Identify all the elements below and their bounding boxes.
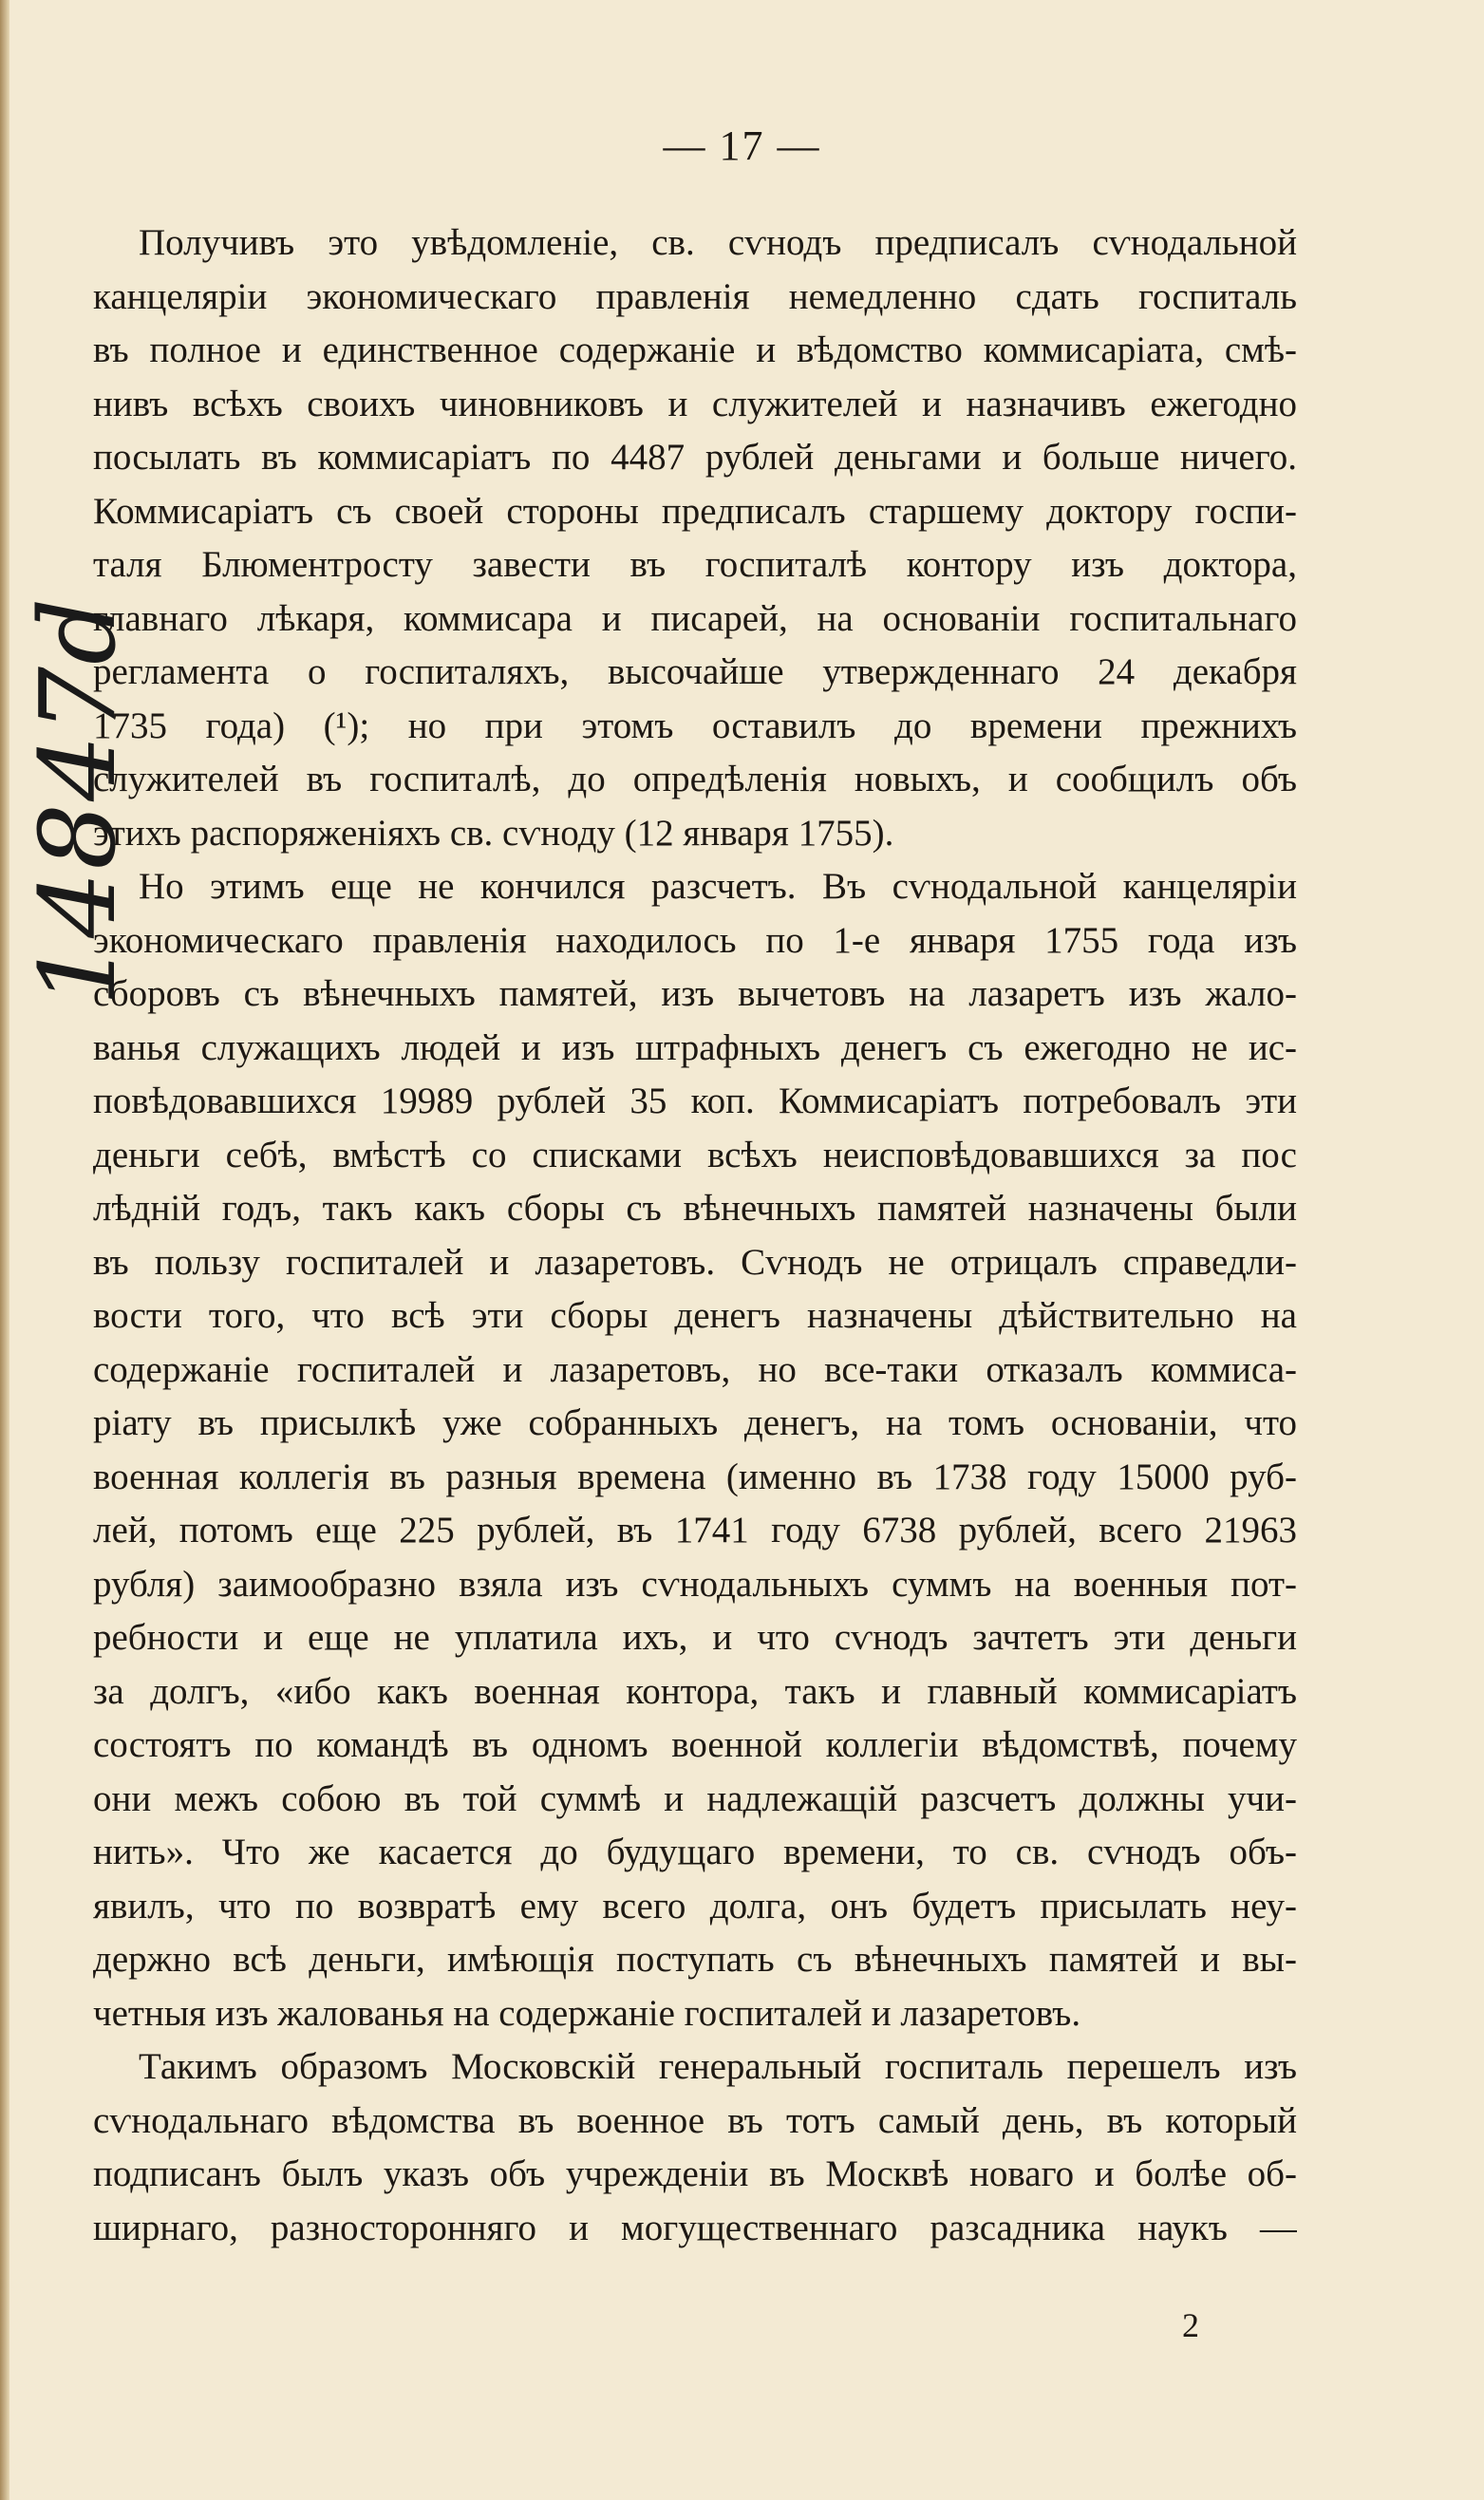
text-line: ріату въ присылкѣ уже собранныхъ денегъ, на томъ основаніи, что — [93, 1402, 1297, 1443]
text-line: содержаніе госпиталей и лазаретовъ, но все-таки отказалъ коммиса- — [93, 1348, 1297, 1390]
text-line: этихъ распоряженіяхъ св. сѵноду (12 января 1755). — [93, 812, 894, 854]
text-line: военная коллегія въ разныя времена (именно въ 1738 году 15000 руб- — [93, 1456, 1297, 1497]
text-line: четныя изъ жалованья на содержаніе госпиталей и лазаретовъ. — [93, 1992, 1081, 2034]
body-text — [93, 216, 1297, 2255]
text-line: главнаго лѣкаря, коммисара и писарей, на основаніи госпитальнаго — [93, 597, 1297, 639]
handwritten-margin-note: 14847d — [17, 595, 139, 1006]
text-line: ванья служащихъ людей и изъ штрафныхъ денегъ съ ежегодно не ис- — [93, 1026, 1297, 1068]
text-line: Такимъ образомъ Московскій генеральный госпиталь перешелъ изъ — [139, 2046, 1297, 2087]
text-line: лей, потомъ еще 225 рублей, въ 1741 году 6738 рублей, всего 21963 — [93, 1510, 1297, 1551]
text-line: сборовъ съ вѣнечныхъ памятей, изъ вычетовъ на лазаретъ изъ жало- — [93, 973, 1297, 1014]
text-line: деньги себѣ, вмѣстѣ со списками всѣхъ неисповѣдовавшихся за пос — [93, 1134, 1297, 1175]
text-line: повѣдовавшихся 19989 рублей 35 коп. Коммисаріатъ потребовалъ эти — [93, 1081, 1297, 1121]
text-line: явилъ, что по возвратѣ ему всего долга, онъ будетъ присылать неу- — [93, 1885, 1297, 1927]
text-line: вости того, что всѣ эти сборы денегъ назначены дѣйствительно на — [93, 1295, 1297, 1336]
paragraph-3 — [93, 2040, 1297, 2255]
text-line: лѣдній годъ, такъ какъ сборы съ вѣнечныхъ памятей назначены были — [93, 1188, 1297, 1229]
text-line: они межъ собою въ той суммѣ и надлежащій разсчетъ должны учи- — [93, 1777, 1297, 1819]
text-line: сѵнодальнаго вѣдомства въ военное въ тотъ самый день, въ который — [93, 2099, 1297, 2141]
paragraph-2 — [93, 860, 1297, 2040]
text-line: Но этимъ еще не кончился разсчетъ. Въ сѵнодальной канцеляріи — [139, 866, 1297, 907]
text-line: состоятъ по командѣ въ одномъ военной коллегіи вѣдомствѣ, почему — [93, 1724, 1297, 1765]
text-line: регламента о госпиталяхъ, высочайше утвержденнаго 24 декабря — [93, 651, 1297, 692]
text-line: подписанъ былъ указъ объ учрежденіи въ Москвѣ новаго и болѣе об- — [93, 2153, 1297, 2194]
text-line: Коммисаріатъ съ своей стороны предписалъ старшему доктору госпи- — [93, 490, 1297, 532]
text-line: нить». Что же касается до будущаго времени, то св. сѵнодъ объ- — [93, 1832, 1297, 1872]
text-line: держно всѣ деньги, имѣющія поступать съ вѣнечныхъ памятей и вы- — [93, 1939, 1297, 1980]
text-line: за долгъ, «ибо какъ военная контора, такъ и главный коммисаріатъ — [93, 1670, 1297, 1712]
text-line: Получивъ это увѣдомленіе, св. сѵнодъ предписалъ сѵнодальной — [139, 222, 1297, 263]
page-number: — 17 — — [663, 122, 821, 169]
text-line: въ полное и единственное содержаніе и вѣдомство коммисаріата, смѣ- — [93, 329, 1297, 370]
printer-signature: 2 — [1182, 2306, 1199, 2344]
page-edge — [0, 0, 9, 2500]
text-line: ширнаго, разносторонняго и могущественнаго разсадника наукъ — — [93, 2207, 1297, 2248]
text-line: ребности и еще не уплатила ихъ, и что сѵнодъ зачтетъ эти деньги — [93, 1617, 1297, 1658]
text-line: служителей въ госпиталѣ, до опредѣленія новыхъ, и сообщилъ объ — [93, 759, 1297, 799]
text-line: экономическаго правленія находилось по 1-е января 1755 года изъ — [93, 919, 1297, 961]
text-line: таля Блюментросту завести въ госпиталѣ контору изъ доктора, — [93, 544, 1297, 585]
text-line: въ пользу госпиталей и лазаретовъ. Сѵнодъ не отрицалъ справедли- — [93, 1241, 1297, 1283]
paragraph-1 — [93, 216, 1297, 860]
text-line: нивъ всѣхъ своихъ чиновниковъ и служителей и назначивъ ежегодно — [93, 383, 1297, 424]
text-line: 1735 года) (¹); но при этомъ оставилъ до времени прежнихъ — [93, 705, 1297, 746]
text-line: посылать въ коммисаріатъ по 4487 рублей деньгами и больше ничего. — [93, 437, 1297, 478]
text-line: рубля) заимообразно взяла изъ сѵнодальныхъ суммъ на военныя пот- — [93, 1563, 1297, 1605]
text-line: канцеляріи экономическаго правленія немедленно сдать госпиталь — [93, 275, 1297, 317]
